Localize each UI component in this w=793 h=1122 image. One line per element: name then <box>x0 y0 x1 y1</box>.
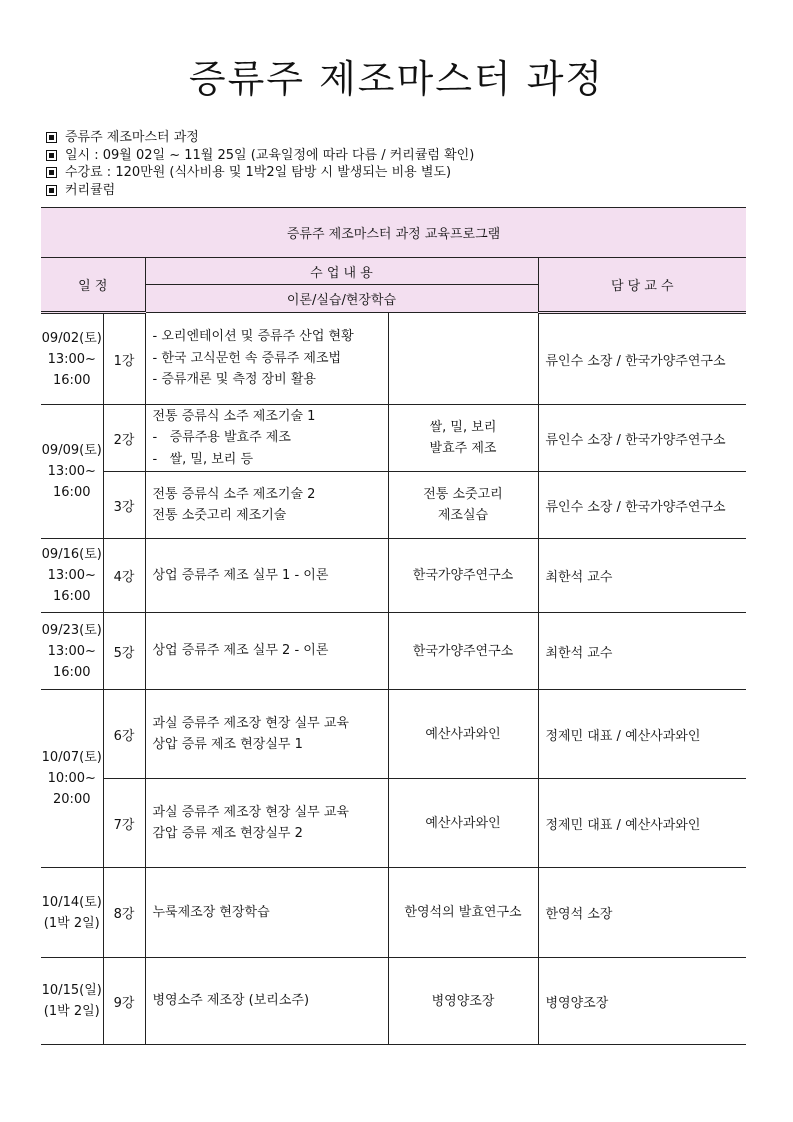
square-bullet-icon <box>46 167 57 178</box>
date-cell: 09/02(토) 13:00~ 16:00 <box>41 313 103 405</box>
header-schedule: 일 정 <box>41 258 145 313</box>
info-list <box>46 129 474 199</box>
content-cell: 과실 증류주 제조장 현장 실무 교육 감압 증류 제조 현장실무 2 <box>145 779 388 868</box>
info-item <box>46 147 474 165</box>
table-header-row <box>41 258 746 285</box>
lecture-number: 7강 <box>103 779 145 868</box>
table-row <box>41 313 746 405</box>
header-professor: 담 당 교 수 <box>538 258 746 313</box>
page-title: 증류주 제조마스터 과정 <box>188 57 605 101</box>
table-row <box>41 472 746 539</box>
date-cell: 09/16(토) 13:00~ 16:00 <box>41 539 103 613</box>
content-cell: 전통 증류식 소주 제조기술 1 - 증류주용 발효주 제조 - 쌀, 밀, 보리 등 <box>145 405 388 472</box>
location-cell: 전통 소줏고리 제조실습 <box>388 472 538 539</box>
professor-cell: 정제민 대표 / 예산사과와인 <box>538 779 746 868</box>
location-cell <box>388 313 538 405</box>
content-cell: 상업 증류주 제조 실무 1 - 이론 <box>145 539 388 613</box>
lecture-number: 9강 <box>103 958 145 1045</box>
info-text: 증류주 제조마스터 과정 <box>65 130 199 145</box>
content-cell: 누룩제조장 현장학습 <box>145 868 388 958</box>
professor-cell: 최한석 교수 <box>538 539 746 613</box>
header-content: 수 업 내 용 <box>145 258 538 285</box>
content-cell: 상업 증류주 제조 실무 2 - 이론 <box>145 613 388 690</box>
date-cell: 10/15(일) (1박 2일) <box>41 958 103 1045</box>
location-cell: 예산사과와인 <box>388 779 538 868</box>
lecture-number: 4강 <box>103 539 145 613</box>
info-text: 수강료 : 120만원 (식사비용 및 1박2일 탐방 시 발생되는 비용 별도) <box>65 165 452 180</box>
lecture-number: 8강 <box>103 868 145 958</box>
location-cell: 예산사과와인 <box>388 690 538 779</box>
content-cell: 과실 증류주 제조장 현장 실무 교육 상압 증류 제조 현장실무 1 <box>145 690 388 779</box>
professor-cell: 류인수 소장 / 한국가양주연구소 <box>538 472 746 539</box>
info-item <box>46 164 474 182</box>
info-item <box>46 129 474 147</box>
lecture-number: 2강 <box>103 405 145 472</box>
professor-cell: 병영양조장 <box>538 958 746 1045</box>
info-text: 커리큘럼 <box>65 182 116 198</box>
table-title-row <box>41 208 746 258</box>
content-cell: - 오리엔테이션 및 증류주 산업 현황 - 한국 고식문헌 속 증류주 제조법 - 증류개론 및 측정 장비 활용 <box>145 313 388 405</box>
content-cell: 전통 증류식 소주 제조기술 2 전통 소줏고리 제조기술 <box>145 472 388 539</box>
square-bullet-icon <box>46 132 57 143</box>
location-cell: 한국가양주연구소 <box>388 613 538 690</box>
date-cell: 10/14(토) (1박 2일) <box>41 868 103 958</box>
lecture-number: 3강 <box>103 472 145 539</box>
header-content-sub: 이론/실습/현장학습 <box>145 285 538 313</box>
professor-cell: 류인수 소장 / 한국가양주연구소 <box>538 405 746 472</box>
lecture-number: 6강 <box>103 690 145 779</box>
location-cell: 한영석의 발효연구소 <box>388 868 538 958</box>
info-item <box>46 182 474 200</box>
location-cell: 쌀, 밀, 보리 발효주 제조 <box>388 405 538 472</box>
table-row <box>41 613 746 690</box>
location-cell: 병영양조장 <box>388 958 538 1045</box>
professor-cell: 한영석 소장 <box>538 868 746 958</box>
professor-cell: 최한석 교수 <box>538 613 746 690</box>
info-text: 일시 : 09월 02일 ~ 11월 25일 (교육일정에 따라 다름 / 커리큘럼 확인) <box>65 147 475 163</box>
table-row <box>41 868 746 958</box>
table-row <box>41 958 746 1045</box>
professor-cell: 정제민 대표 / 예산사과와인 <box>538 690 746 779</box>
content-cell: 병영소주 제조장 (보리소주) <box>145 958 388 1045</box>
professor-cell: 류인수 소장 / 한국가양주연구소 <box>538 313 746 405</box>
location-cell: 한국가양주연구소 <box>388 539 538 613</box>
table-title: 증류주 제조마스터 과정 교육프로그램 <box>41 208 746 258</box>
date-cell: 10/07(토) 10:00~ 20:00 <box>41 690 103 868</box>
table-row <box>41 539 746 613</box>
table-row <box>41 779 746 868</box>
date-cell: 09/09(토) 13:00~ 16:00 <box>41 405 103 539</box>
program-table <box>41 207 746 1045</box>
lecture-number: 1강 <box>103 313 145 405</box>
lecture-number: 5강 <box>103 613 145 690</box>
square-bullet-icon <box>46 150 57 161</box>
square-bullet-icon <box>46 185 57 196</box>
date-cell: 09/23(토) 13:00~ 16:00 <box>41 613 103 690</box>
table-row <box>41 405 746 472</box>
table-row <box>41 690 746 779</box>
